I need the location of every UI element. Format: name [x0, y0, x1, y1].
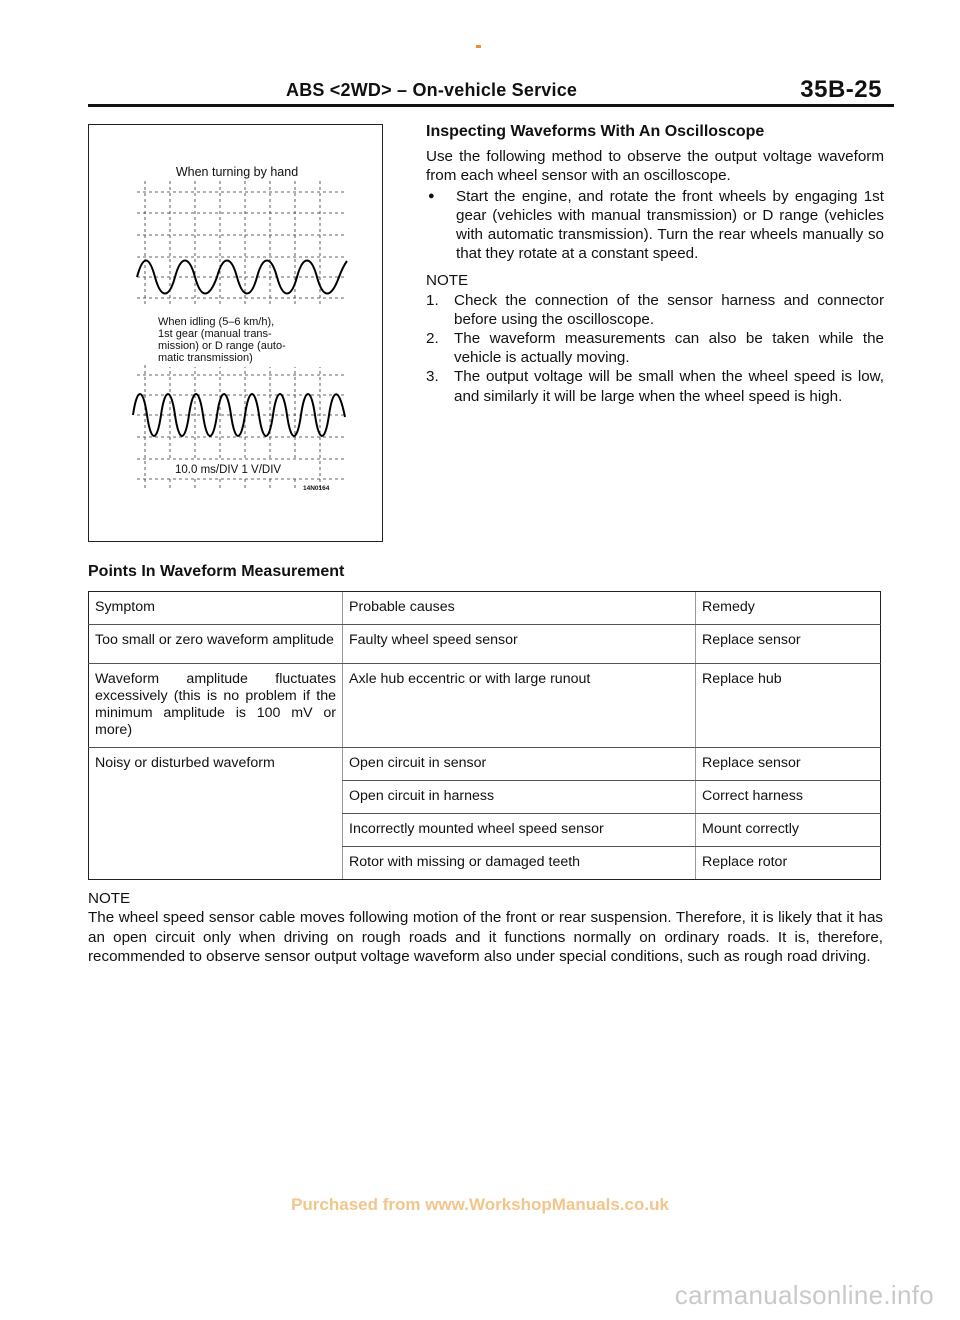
cell-symptom — [89, 781, 343, 814]
table-row — [89, 781, 881, 814]
figure-code: 14N0164 — [303, 485, 330, 492]
page-header — [88, 76, 888, 106]
oscilloscope-figure — [88, 124, 383, 542]
cell-cause: Rotor with missing or damaged teeth — [343, 847, 696, 880]
site-footer: carmanualsonline.info — [674, 1280, 934, 1310]
note-item — [426, 329, 884, 367]
note-number: 2. — [426, 330, 439, 348]
cell-symptom: Waveform amplitude fluctuates excessively (this is no problem if the minimum amplitude is 100 mV or more) — [89, 664, 343, 748]
note-text: The waveform measurements can also be taken while the vehicle is actually moving. — [454, 330, 884, 367]
note-text: Check the connection of the sensor harness and connector before using the oscilloscope. — [454, 291, 884, 328]
note-item — [426, 367, 884, 405]
cell-remedy: Mount correctly — [696, 814, 881, 847]
inspection-section — [426, 122, 884, 406]
page-number: 35B-25 — [800, 76, 882, 103]
cell-remedy: Correct harness — [696, 781, 881, 814]
table-header-row — [89, 592, 881, 625]
oscilloscope-diagram — [89, 125, 384, 543]
cell-symptom — [89, 814, 343, 847]
points-table — [88, 591, 881, 880]
note-number: 3. — [426, 368, 439, 386]
upper-grid — [137, 181, 347, 305]
header-symptom: Symptom — [89, 592, 343, 625]
inspection-heading: Inspecting Waveforms With An Oscilloscope — [426, 123, 765, 140]
note-text: The output voltage will be small when the wheel speed is low, and similarly it will be large when the wheel speed is high. — [454, 368, 884, 405]
note-number: 1. — [426, 291, 439, 309]
table-row — [89, 847, 881, 880]
bottom-note — [88, 889, 883, 966]
note-heading: NOTE — [426, 272, 469, 290]
watermark: Purchased from www.WorkshopManuals.co.uk — [291, 1195, 669, 1214]
header-remedy: Remedy — [696, 592, 881, 625]
bullet-symbol: ● — [428, 189, 435, 202]
header-title: ABS <2WD> – On-vehicle Service — [286, 80, 578, 100]
cell-cause: Open circuit in harness — [343, 781, 696, 814]
label-idling-4: matic transmission) — [158, 352, 253, 364]
cell-symptom: Noisy or disturbed waveform — [89, 748, 343, 781]
cell-cause: Open circuit in sensor — [343, 748, 696, 781]
bottom-note-heading: NOTE — [88, 890, 131, 907]
header-rule — [88, 104, 894, 107]
label-idling-2: 1st gear (manual trans- — [158, 328, 272, 340]
bottom-note-text: The wheel speed sensor cable moves following motion of the front or rear suspension. Therefore, it is likely that it has an open circuit only when driving on rough roads and it functions normally on ordinary roads. It is, therefore, recommended to observe sensor output voltage waveform also under special conditions, such as rough road driving. — [88, 909, 883, 965]
bullet-text: Start the engine, and rotate the front wheels by engaging 1st gear (vehicles with manual transmission) or D range (vehicles with automatic transmission). Turn the rear wheels manually so that they rotate at a constant speed. — [456, 187, 884, 263]
note-item — [426, 291, 884, 329]
points-title: Points In Waveform Measurement — [88, 563, 345, 580]
inspection-bullet — [426, 187, 884, 264]
label-idling-3: mission) or D range (auto- — [158, 340, 286, 352]
cell-remedy: Replace sensor — [696, 748, 881, 781]
cell-cause: Faulty wheel speed sensor — [343, 625, 696, 664]
label-turning: When turning by hand — [175, 165, 299, 179]
table-row — [89, 814, 881, 847]
label-idling-1: When idling (5–6 km/h), — [158, 316, 275, 328]
cell-remedy: Replace hub — [696, 664, 881, 748]
table-row — [89, 664, 881, 748]
cell-remedy: Replace sensor — [696, 625, 881, 664]
table-row — [89, 748, 881, 781]
table-row — [89, 625, 881, 664]
label-scale: 10.0 ms/DIV 1 V/DIV — [175, 464, 282, 476]
cell-cause: Axle hub eccentric or with large runout — [343, 664, 696, 748]
cell-symptom: Too small or zero waveform amplitude — [89, 625, 343, 664]
cell-symptom — [89, 847, 343, 880]
cell-remedy: Replace rotor — [696, 847, 881, 880]
header-cause: Probable causes — [343, 592, 696, 625]
inspection-intro: Use the following method to observe the output voltage waveform from each wheel sensor with an oscilloscope. — [426, 148, 884, 185]
cell-cause: Incorrectly mounted wheel speed sensor — [343, 814, 696, 847]
decorative-dot — [476, 45, 481, 48]
